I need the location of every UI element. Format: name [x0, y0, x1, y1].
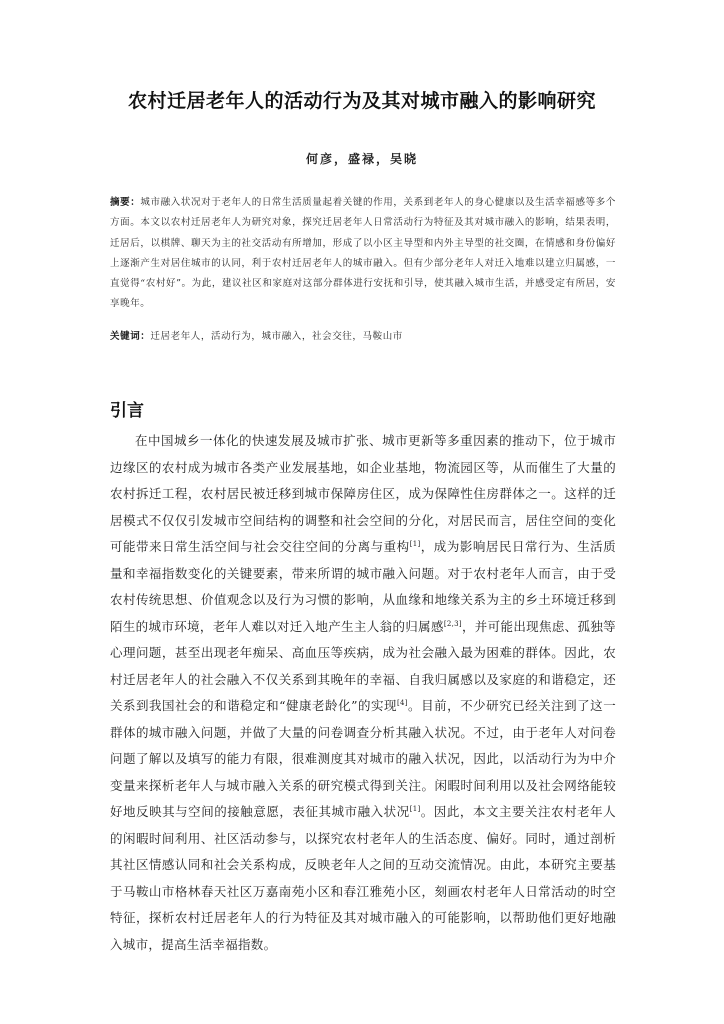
- abstract-label: 摘要：: [110, 197, 141, 208]
- abstract-text: 城市融入状况对于老年人的日常生活质量起着关键的作用，关系到老年人的身心健康以及生活幸福感等多个方面。本文以农村迁居老年人为研究对象，探究迁居老年人日常活动行为特征及其对城市融入的影响，结果表明，迁居后，以棋牌、聊天为主的社交活动有所增加，形成了以小区主导型和内外主导型的社交圈，在情感和身份偏好上逐渐产生对居住城市的认同，利于农村迁居老年人的城市融入。但有少部分老年人对迁入地难以建立归属感，一直觉得“农村好”。为此，建议社区和家庭对这部分群体进行安抚和引导，使其融入城市生活，并感受定有所居，安享晚年。: [110, 197, 617, 310]
- keywords: [110, 328, 616, 346]
- paper-title: 农村迁居老年人的活动行为及其对城市融入的影响研究: [127, 90, 596, 112]
- citation-ref: [2,3]: [443, 619, 462, 628]
- abstract: [110, 193, 616, 315]
- citation-ref: [1]: [409, 539, 421, 548]
- intro-text-4: 。目前，不少研究已经关注到了这一群体的城市融入问题，并做了大量的问卷调查分析其融入状况。不过，由于老年人对问卷问题了解以及填写的能力有限，很难测度其对城市的融入状况，因此，以活动行为为中介变量来探析老年人与城市融入关系的研究模式得到关注。闲暇时间利用以及社会网络能较好地反映其与空间的接触意愿，表征其城市融入状况: [110, 698, 616, 819]
- section-heading-intro: 引言: [110, 401, 144, 421]
- paper-authors: 何彦，盛禄，吴晓: [305, 152, 418, 166]
- intro-text-5: 。因此，本文主要关注农村老年人的闲暇时间利用、社区活动参与，以探究农村老年人的生活态度、偏好。同时，通过剖析其社区情感认同和社会关系构成，反映老年人之间的互动交流情况。由此，本研究主要基于马鞍山市格林春天社区万嘉南苑小区和春江雅苑小区，刻画农村老年人日常活动的时空特征，探析农村迁居老年人的行为特征及其对城市融入的可能影响，以帮助他们更好地融入城市，提高生活幸福指数。: [110, 804, 616, 952]
- keywords-text: 迁居老年人，活动行为，城市融入，社会交往，马鞍山市: [150, 331, 403, 342]
- citation-ref: [4]: [397, 698, 408, 707]
- intro-text-1: 在中国城乡一体化的快速发展及城市扩张、城市更新等多重因素的推动下，位于城市边缘区的农村成为城市各类产业发展基地，如企业基地，物流园区等，从而催生了大量的农村拆迁工程，农村居民被迁移到城市保障房住区，成为保障性住房群体之一。这样的迁居模式不仅仅引发城市空间结构的调整和社会空间的分化，对居民而言，居住空间的变化可能带来日常生活空间与社会交往空间的分离与重构: [110, 433, 616, 554]
- intro-paragraph: [110, 428, 616, 958]
- intro-text-2: ，成为影响居民日常行为、生活质量和幸福指数变化的关键要素，带来所谓的城市融入问题。对于农村老年人而言，由于受农村传统思想、价值观念以及行为习惯的影响，从血缘和地缘关系为主的乡土环境迁移到陌生的城市环境，老年人难以对迁入地产生主人翁的归属感: [110, 539, 616, 634]
- keywords-label: 关键词：: [110, 331, 151, 342]
- citation-ref: [1]: [409, 804, 421, 813]
- intro-text-3: ，并可能出现焦虑、孤独等心理问题，甚至出现老年痴呆、高血压等疾病，成为社会融入最为困难的群体。因此，农村迁居老年人的社会融入不仅关系到其晚年的幸福、自我归属感以及家庭的和谐稳定，还关系到我国社会的和谐稳定和“健康老龄化”的实现: [110, 618, 616, 713]
- intro-body: [110, 428, 616, 958]
